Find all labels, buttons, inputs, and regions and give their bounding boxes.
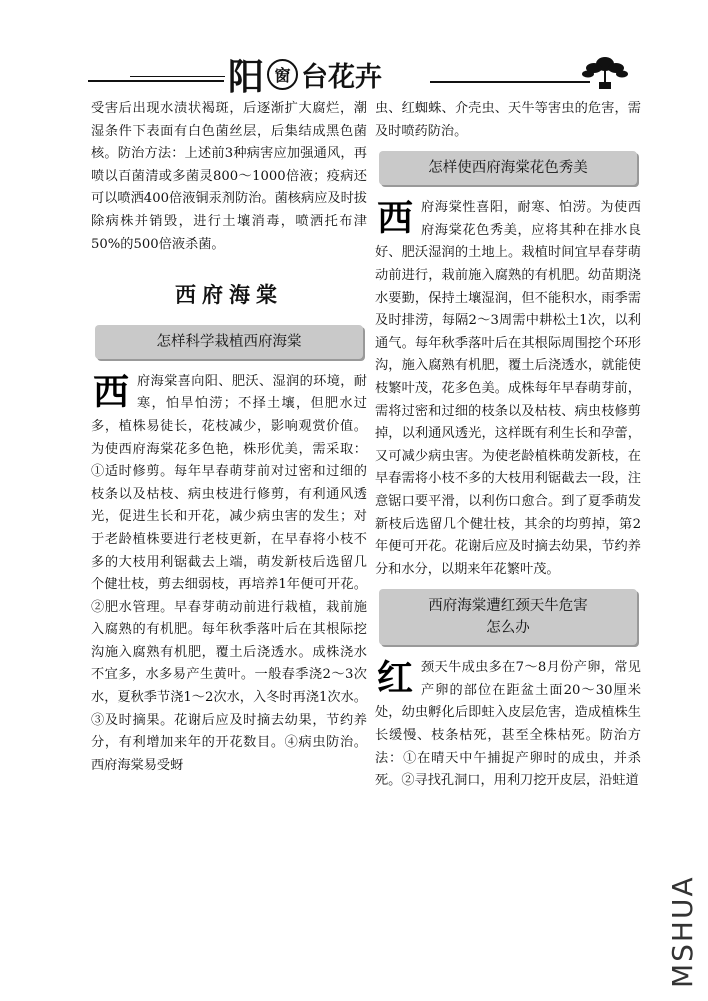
subheading-box-3 — [379, 589, 637, 645]
right-paragraph-continued: 虫、红蜘蛛、介壳虫、天牛等害虫的危害，需及时喷药防治。 — [375, 101, 641, 139]
subheading-box-3-line1: 西府海棠遭红颈天牛危害 — [428, 598, 588, 615]
article-2-body: 府海棠性喜阳，耐寒、怕涝。为使西府海棠花色秀美，应将其种在排水良好、肥沃湿润的土地上。栽植时间宜早春芽萌动前进行，栽前施入腐熟的有机肥。幼苗期浇水要勤，保持土壤湿润，但不能积水，雨季需及时排涝，每隔2～3周需中耕松土1次，以利通气。每年秋季落叶后在其根际周围挖个环形沟，施入腐熟有机肥，覆土后浇透水，就能使枝繁叶茂，花多色美。成株每年早春萌芽前，需将过密和过细的枝条以及枯枝、病虫枝修剪掉，以利通风透光，这样既有利生长和孕蕾，又可减少病虫害。为使老龄植株萌发新枝，在早春需将小枝不多的大枝用利锯截去一段，注意锯口要平滑，以利伤口愈合。到了夏季萌发新枝后选留几个健壮枝，其余的均剪掉，第2年便可开花。花谢后应及时摘去幼果，节约养分和水分，以期来年花繁叶茂。 — [375, 200, 641, 577]
column-title — [228, 54, 383, 98]
drop-cap-2: 西 — [376, 198, 413, 240]
column-title-main: 阳 — [228, 56, 265, 98]
subheading-box-1: 怎样科学栽植西府海棠 — [95, 325, 363, 359]
header-rule-right — [430, 81, 590, 83]
page-header — [70, 48, 630, 98]
subheading-box-2: 怎样使西府海棠花色秀美 — [379, 151, 637, 185]
column-title-circle: 窗 — [267, 59, 298, 90]
header-rule-left — [88, 80, 224, 82]
section-title: 西府海棠 — [175, 283, 283, 308]
left-paragraph-continued: 受害后出现水渍状褐斑，后逐渐扩大腐烂，潮湿条件下表面有白色菌丝层，后集结成黑色菌核。防治方法：上述前3种病害应加强通风，再喷以百菌清或多菌灵800～1000倍液；疫病还可以喷洒400倍液铜汞剂防治。菌核病应及时拔除病株并销毁，进行土壤消毒，喷洒托布津50%的500倍液杀菌。 — [91, 101, 367, 252]
drop-cap-3: 红 — [376, 658, 413, 700]
article-3 — [375, 657, 641, 793]
column-title-rest: 台花卉 — [301, 61, 383, 93]
article-1 — [91, 371, 367, 778]
drop-cap-1: 西 — [92, 371, 129, 413]
article-3-body: 颈天牛成虫多在7～8月份产卵，常见产卵的部位在距盆土面20～30厘米处，幼虫孵化后即蛀入皮层危害，造成植株生长缓慢、枝条枯死，甚至全株枯死。防治方法：①在晴天中午捕捉产卵时的成虫，并杀死。②寻找孔洞口，用利刀挖开皮层，沿蛀道 — [375, 660, 641, 789]
article-2 — [375, 197, 641, 581]
right-column — [375, 98, 641, 793]
potted-plant-icon — [580, 54, 630, 90]
watermark: MSHUA — [666, 875, 699, 988]
article-1-body: 府海棠喜向阳、肥沃、湿润的环境，耐寒，怕旱怕涝；不择土壤，但肥水过多，植株易徒长，花枝减少，影响观赏价值。为使西府海棠花多色艳，株形优美，需采取：①适时修剪。每年早春萌芽前对过密和过细的枝条以及枯枝、病虫枝进行修剪，有利通风透光，促进生长和开花，减少病虫害的发生；对于老龄植株要进行老枝更新，在早春将小枝不多的大枝用利锯截去上端，萌发新枝后选留几个健壮枝，剪去细弱枝，再培养1年便可开花。②肥水管理。早春芽萌动前进行栽植，栽前施入腐熟的有机肥。每年秋季落叶后在其根际挖沟施入腐熟有机肥，覆土后浇透水。成株浇水不宜多，水多易产生黄叶。一般春季浇2～3次水，夏秋季节浇1～2次水，入冬时再浇1次水。③及时摘果。花谢后应及时摘去幼果，节约养分，有利增加来年的开花数目。④病虫防治。西府海棠易受蚜 — [91, 373, 367, 773]
header-rule-left-thin — [130, 76, 225, 77]
left-column — [91, 98, 367, 777]
subheading-box-3-line2: 怎么办 — [486, 620, 530, 637]
